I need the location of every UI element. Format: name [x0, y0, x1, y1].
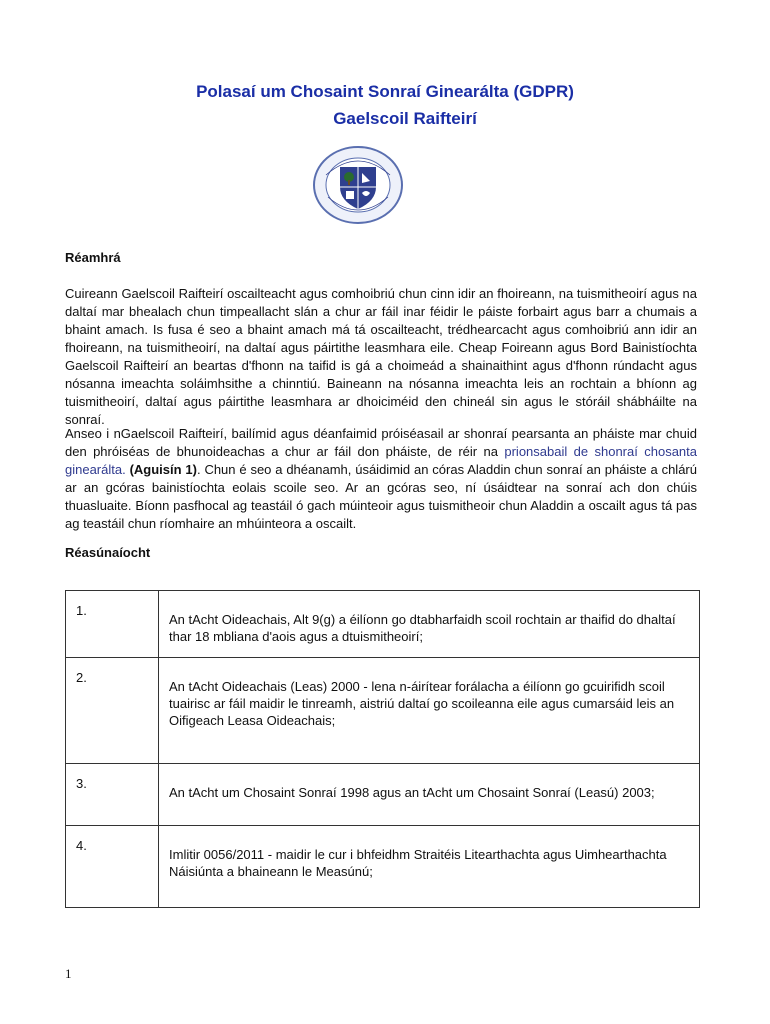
intro-paragraph: Cuireann Gaelscoil Raifteirí oscailteacht agus comhoibriú chun cinn idir an fhoireann, na tuismitheoirí agus na daltaí mar bhealach chun timpeallacht slán a chur ar fáil inar féidir le páiste forbairt agus barr a chumais a bhaint amach. Is fusa é seo a bhaint amach má tá oscailteacht, trédhearcacht agus comhoibriú ann idir an fhoireann, na tuismitheoirí, na daltaí agus páirtithe leasmhara eile. Cheap Foireann agus Bord Bainistíochta Gaelscoil Raifteirí an beartas d'fhonn na taifid is gá a choimeád a shainaithint agus d'fhonn rúndacht agus nósanna imeachta soláimhsithe a chinntiú. Baineann na nósanna imeachta leis an rochtain a bhíonn ag tuismitheoirí, daltaí agus páirtithe leasmhara ar dhoiciméid den chineál sin agus le stóráil shábháilte na sonraí.: [65, 286, 697, 427]
row-text: An tAcht Oideachais (Leas) 2000 - lena n-áirítear forálacha a éilíonn go gcuirifidh scoil tuairisc ar fáil maidir le tinreamh, aistriú daltaí go scoileanna eile agus cumarsáid leis an Oifigeach Leasa Oideachais;: [159, 658, 700, 764]
row-number: 3.: [66, 764, 159, 826]
data-paragraph: [65, 425, 697, 533]
school-name: Gaelscoil Raifteirí: [333, 109, 477, 128]
row-number: 1.: [66, 591, 159, 658]
row-text: An tAcht um Chosaint Sonraí 1998 agus an tAcht um Chosaint Sonraí (Leasú) 2003;: [159, 764, 700, 826]
rationale-table: [65, 590, 700, 908]
page-number: 1: [65, 966, 72, 981]
row-text: An tAcht Oideachais, Alt 9(g) a éilíonn go dtabharfaidh scoil rochtain ar thaifid do dhaltaí thar 18 mbliana d'aois agus a dtuismitheoirí;: [159, 591, 700, 658]
table-row: [66, 764, 700, 826]
rationale-heading: Réasúnaíocht: [65, 545, 151, 560]
row-number: 2.: [66, 658, 159, 764]
document-title: Polasaí um Chosaint Sonraí Ginearálta (GDPR): [196, 82, 574, 101]
data-paragraph-start: Anseo i nGaelscoil Raifteirí, bailímid agus déanfaimid próiséasail ar shonraí pearsanta an pháiste mar chuid den phróiséas de bhunoideachas a chur ar fáil don pháiste, de réir na: [65, 426, 697, 459]
row-number: 4.: [66, 826, 159, 908]
table-row: [66, 591, 700, 658]
intro-heading: Réamhrá: [65, 250, 121, 265]
appendix-reference: (Aguisín 1): [129, 462, 197, 477]
school-crest-logo: [312, 145, 404, 225]
table-row: [66, 658, 700, 764]
gdpr-principles-link[interactable]: prionsabail de shonraí chosanta ginearálta.: [65, 444, 697, 477]
table-row: [66, 826, 700, 908]
row-text: Imlitir 0056/2011 - maidir le cur i bhfeidhm Straitéis Litearthachta agus Uimhearthachta Náisiúnta a bhaineann le Measúnú;: [159, 826, 700, 908]
data-paragraph-end: . Chun é seo a dhéanamh, úsáidimid an córas Aladdin chun sonraí an pháiste a chlárú ar an gcóras bainistíochta eolais scoile seo. Ar an gcóras seo, ní úsáidtear na sonraí ach don chúis thuasluaite. Bíonn pasfhocal ag teastáil ó gach múinteoir agus tuismitheoir chun Aladdin a oscailt agus tá pas ag teastáil chun ríomhaire an mhúinteora a oscailt.: [65, 462, 697, 531]
